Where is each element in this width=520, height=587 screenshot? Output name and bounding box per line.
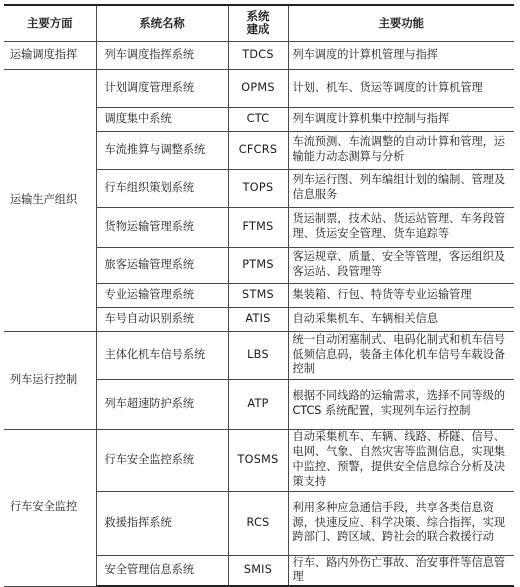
system-abbr-cell: PTMS (228, 247, 288, 283)
system-name-cell: 车流推算与调整系统 (96, 131, 228, 169)
system-name-cell: 救援指挥系统 (96, 491, 228, 555)
function-cell: 利用多种应急通信手段，共享各类信息资源，快速反应、科学决策、综合指挥，实现跨部门、跨区域、跨社会的联合救援行动 (288, 491, 514, 555)
system-abbr-cell: OPMS (228, 69, 288, 107)
area-cell: 运输调度指挥 (4, 41, 96, 69)
table-row (4, 331, 514, 379)
system-abbr-cell: SMIS (228, 555, 288, 586)
system-name-cell: 货物运输管理系统 (96, 207, 228, 247)
function-cell: 根据不同线路的运输需求，选择不同等级的 CTCS 系统配置，实现列车运行控制 (288, 379, 514, 429)
system-name-cell: 列车超速防护系统 (96, 379, 228, 429)
system-name-cell: 计划调度管理系统 (96, 69, 228, 107)
system-abbr-cell: TOPS (228, 169, 288, 207)
system-abbr-cell: ATIS (228, 307, 288, 331)
function-cell: 货运制票，技术站、货运站管理、车务段管理、货运安全管理、货车追踪等 (288, 207, 514, 247)
function-cell: 计划、机车、货运等调度的计算机管理 (288, 69, 514, 107)
header-abbr-line2: 建成 (246, 22, 270, 37)
header-system-name: 系统名称 (96, 5, 228, 41)
header-area: 主要方面 (4, 5, 96, 41)
table-header-row (4, 5, 514, 41)
system-name-cell: 车号自动识别系统 (96, 307, 228, 331)
system-name-cell: 调度集中系统 (96, 107, 228, 131)
function-cell: 统一自动闭塞制式、电码化制式和机车信号低频信息码，装备主体化机车信号车载设备控制 (288, 331, 514, 379)
system-name-cell: 主体化机车信号系统 (96, 331, 228, 379)
system-name-cell: 旅客运输管理系统 (96, 247, 228, 283)
system-abbr-cell: TDCS (228, 41, 288, 69)
header-main-function: 主要功能 (288, 5, 514, 41)
function-cell: 自动采集机车、车辆、线路、桥隧、信号、电网、气象、自然灾害等监测信息，实现集中监控、预警，提供安全信息综合分析及决策支持 (288, 429, 514, 491)
railway-systems-table-page (4, 4, 514, 587)
header-abbr-line1: 系统 (246, 9, 270, 24)
table-row (4, 69, 514, 107)
table-row (4, 41, 514, 69)
function-cell: 列车调度计算机集中控制与指挥 (288, 107, 514, 131)
system-abbr-cell: TOSMS (228, 429, 288, 491)
system-abbr-cell: CFCRS (228, 131, 288, 169)
system-abbr-cell: STMS (228, 283, 288, 307)
system-abbr-cell: ATP (228, 379, 288, 429)
table-row (4, 429, 514, 491)
system-name-cell: 安全管理信息系统 (96, 555, 228, 586)
function-cell: 车流预测、车流调整的自动计算和管理，运输能力动态测算与分析 (288, 131, 514, 169)
system-abbr-cell: FTMS (228, 207, 288, 247)
area-cell: 运输生产组织 (4, 69, 96, 331)
area-cell: 列车运行控制 (4, 331, 96, 429)
railway-systems-table (4, 4, 514, 587)
function-cell: 集装箱、行包、特货等专业运输管理 (288, 283, 514, 307)
system-abbr-cell: CTC (228, 107, 288, 131)
function-cell: 列车调度的计算机管理与指挥 (288, 41, 514, 69)
function-cell: 行车、路内外伤亡事故、治安事件等信息管理 (288, 555, 514, 586)
header-system-abbr (228, 5, 288, 41)
function-cell: 列车运行图、列车编组计划的编制、管理及信息服务 (288, 169, 514, 207)
system-name-cell: 列车调度指挥系统 (96, 41, 228, 69)
system-abbr-cell: RCS (228, 491, 288, 555)
system-abbr-cell: LBS (228, 331, 288, 379)
function-cell: 客运规章、质量、安全等管理，客运组织及客运站、段管理等 (288, 247, 514, 283)
system-name-cell: 专业运输管理系统 (96, 283, 228, 307)
system-name-cell: 行车安全监控系统 (96, 429, 228, 491)
area-cell: 行车安全监控 (4, 429, 96, 586)
system-name-cell: 行车组织策划系统 (96, 169, 228, 207)
function-cell: 自动采集机车、车辆相关信息 (288, 307, 514, 331)
